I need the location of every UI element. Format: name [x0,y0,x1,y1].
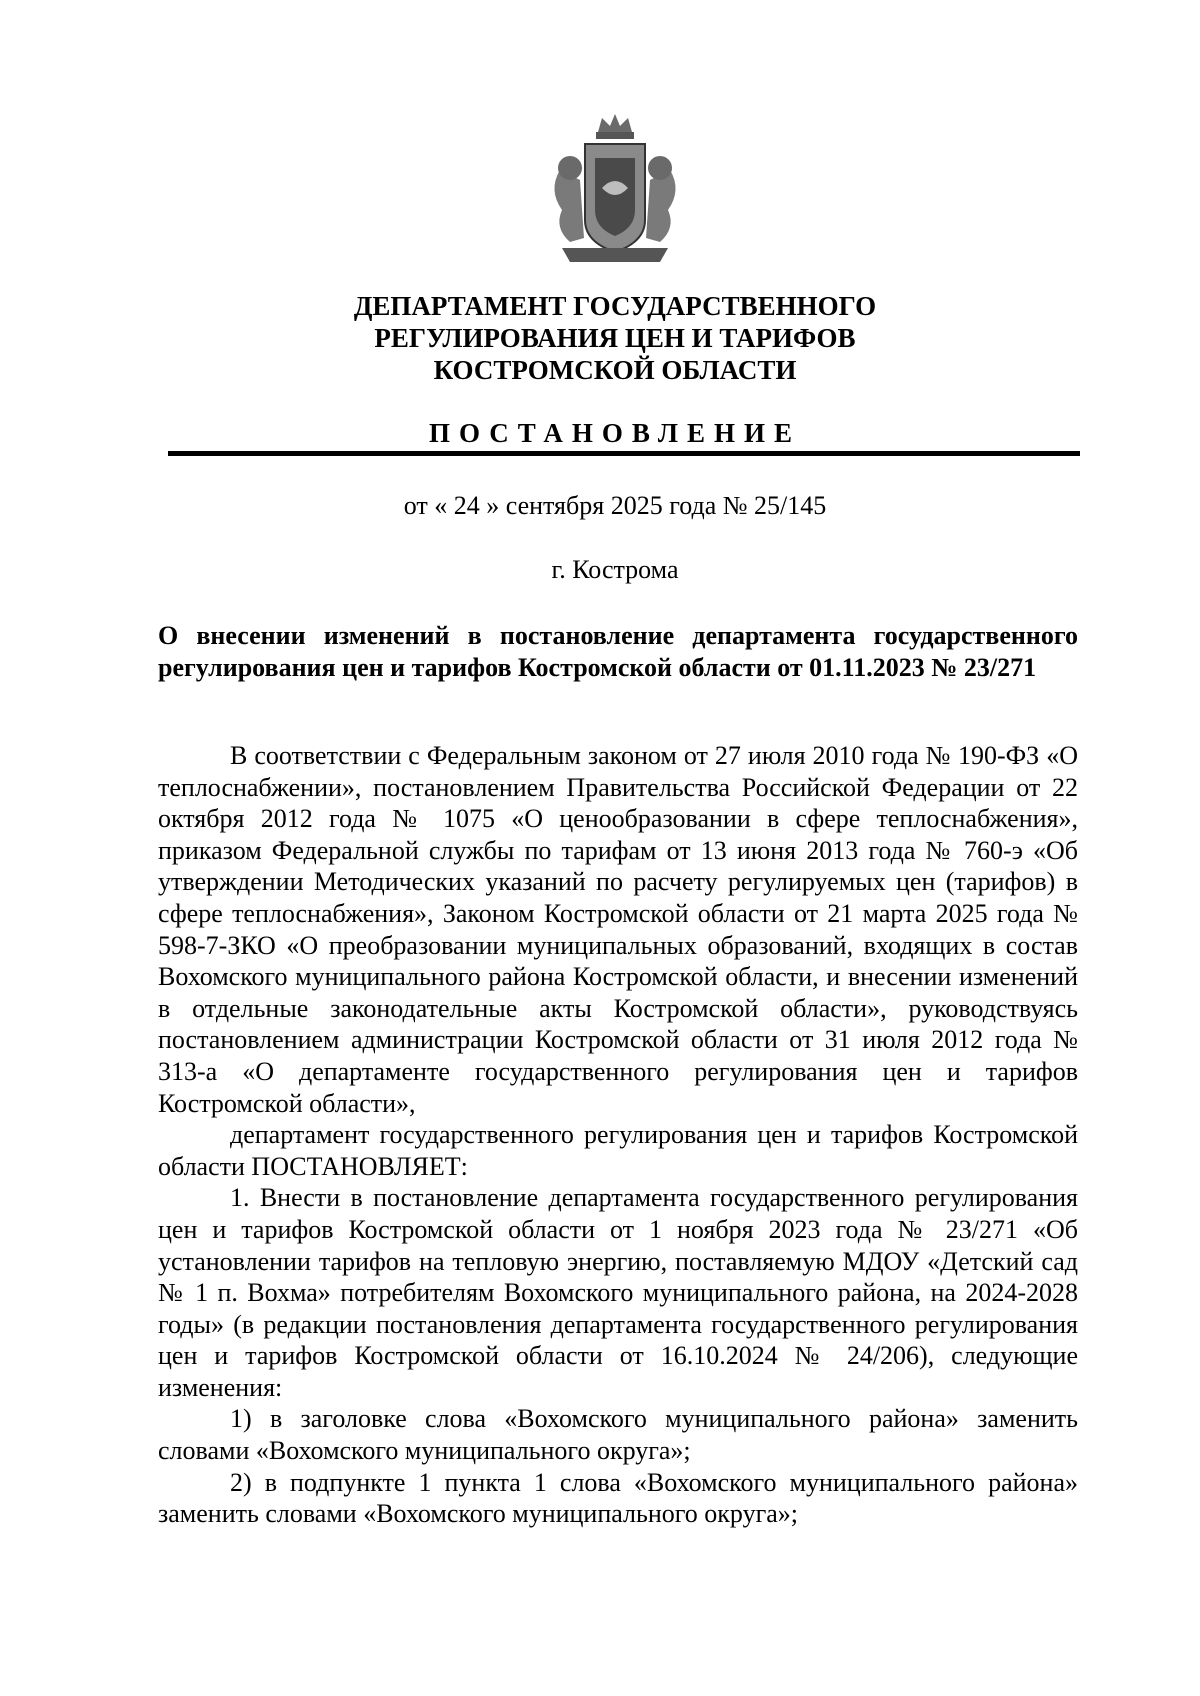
department-name [300,290,930,386]
item-1-paragraph: 1. Внести в постановление департамента государственного регулирования цен и тарифов Костромской области от 1 ноября 2023 года № 23/271 «Об установлении тарифов на тепловую энергию, поставляемую МДОУ «Детский сад № 1 п. Вохма» потребителям Вохомского муниципального района, на 2024-2028 годы» (в редакции постановления департамента государственного регулирования цен и тарифов Костромской области от 16.10.2024 № 24/206), следующие изменения: [158,1183,1078,1402]
document-city: г. Кострома [551,555,679,584]
coat-of-arms-emblem [540,110,690,270]
department-line-3: КОСТРОМСКОЙ ОБЛАСТИ [433,355,797,385]
header-divider [168,451,1080,456]
department-line-1: ДЕПАРТАМЕНТ ГОСУДАРСТВЕННОГО [353,291,877,321]
resolution-paragraph: департамент государственного регулирования цен и тарифов Костромской области ПОСТАНОВЛЯЕТ: [158,1120,1078,1181]
document-date-number: от « 24 » сентября 2025 года № 25/145 [403,491,827,520]
document-type: ПОСТАНОВЛЕНИЕ [428,418,802,448]
department-line-2: РЕГУЛИРОВАНИЯ ЦЕН И ТАРИФОВ [374,323,856,353]
coat-of-arms-icon [540,110,690,270]
document-body [158,740,1078,1530]
document-title: О внесении изменений в постановление департамента государственного регулирования цен и тарифов Костромской области от 01.11.2023 № 23/271 [158,621,1078,682]
subitem-1-paragraph: 1) в заголовке слова «Вохомского муниципального района» заменить словами «Вохомского муниципального округа»; [158,1404,1078,1466]
subitem-2-paragraph: 2) в подпункте 1 пункта 1 слова «Вохомского муниципального района» заменить словами «Вохомского муниципального округа»; [158,1467,1078,1529]
preamble-paragraph: В соответствии с Федеральным законом от 27 июля 2010 года № 190-ФЗ «О теплоснабжении», постановлением Правительства Российской Федерации от 22 октября 2012 года № 1075 «О ценообразовании в сфере теплоснабжения», приказом Федеральной службы по тарифам от 13 июня 2013 года № 760-э «Об утверждении Методических указаний по расчету регулируемых цен (тарифов) в сфере теплоснабжения», Законом Костромской области от 21 марта 2025 года № 598-7-ЗКО «О преобразовании муниципальных образований, входящих в состав Вохомского муниципального района Костромской области, и внесении изменений в отдельные законодательные акты Костромской области», руководствуясь постановлением администрации Костромской области от 31 июля 2012 года № 313-а «О департаменте государственного регулирования цен и тарифов Костромской области», [158,741,1078,1118]
